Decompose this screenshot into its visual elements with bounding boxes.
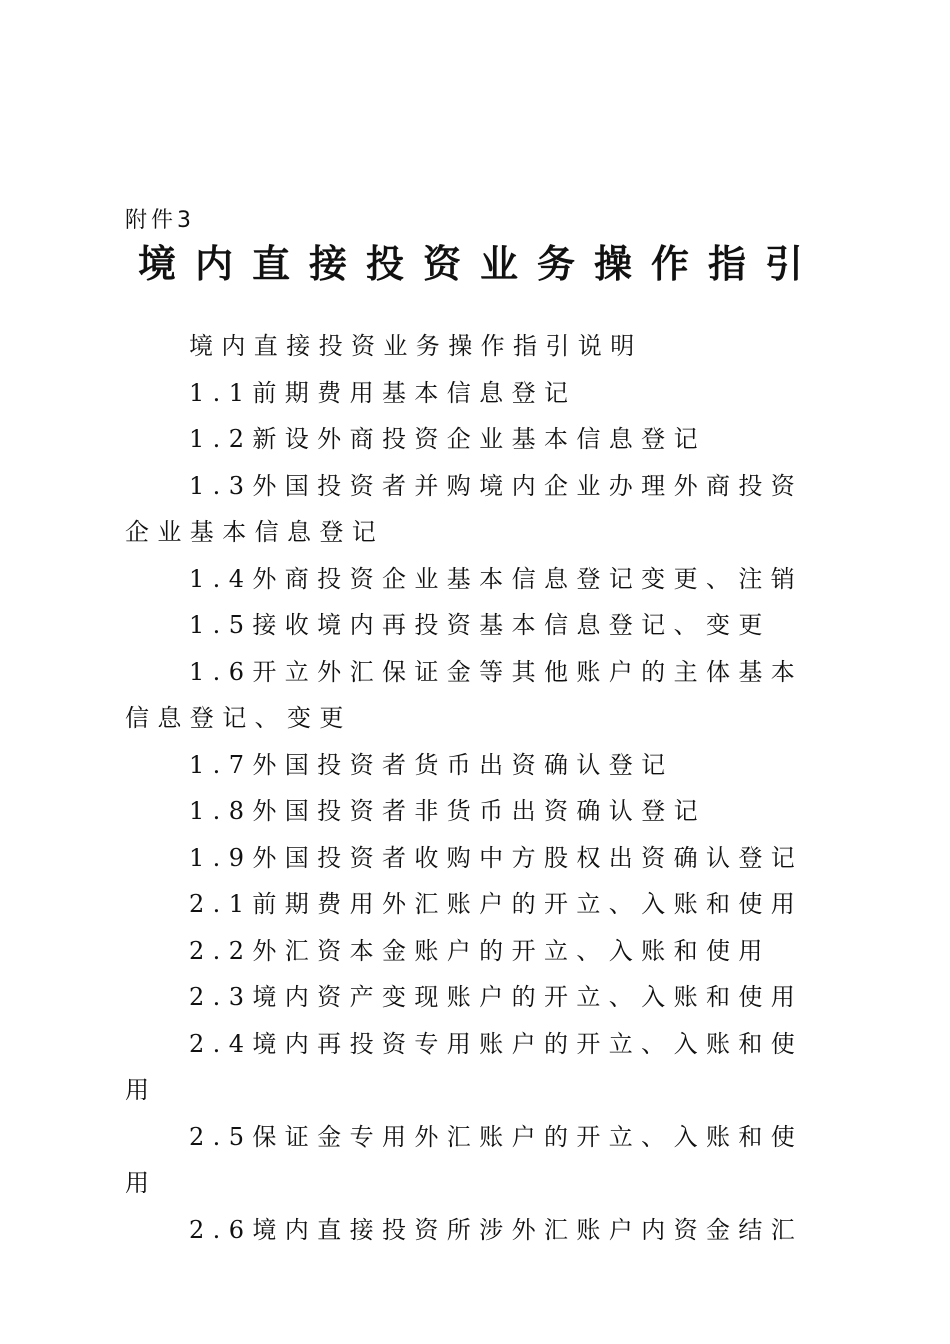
toc-item: 境内直接投资业务操作指引说明 — [189, 332, 643, 360]
attachment-label: 附件3 — [125, 208, 195, 233]
toc-item: 1.7外国投资者货币出资确认登记 — [189, 750, 674, 779]
toc-item: 1.5接收境内再投资基本信息登记、变更 — [189, 611, 771, 639]
toc-item: 2.3境内资产变现账户的开立、入账和使用 — [189, 983, 804, 1011]
toc-item: 2.1前期费用外汇账户的开立、入账和使用 — [189, 890, 804, 918]
toc-item: 2.6境内直接投资所涉外汇账户内资金结汇 — [189, 1215, 804, 1244]
toc-item: 1.6开立外汇保证金等其他账户的主体基本信息登记、变更 — [125, 657, 804, 732]
table-of-contents — [125, 323, 825, 1253]
toc-item: 1.4外商投资企业基本信息登记变更、注销 — [189, 564, 804, 593]
toc-item: 2.5保证金专用外汇账户的开立、入账和使用 — [125, 1122, 804, 1197]
document-title: 境内直接投资业务操作指引 — [137, 241, 822, 286]
toc-item: 1.2新设外商投资企业基本信息登记 — [189, 425, 706, 453]
toc-item: 1.9外国投资者收购中方股权出资确认登记 — [189, 843, 804, 872]
toc-item: 2.4境内再投资专用账户的开立、入账和使用 — [125, 1029, 804, 1104]
toc-item: 1.3外国投资者并购境内企业办理外商投资企业基本信息登记 — [125, 471, 804, 546]
toc-item: 1.8外国投资者非货币出资确认登记 — [189, 797, 706, 825]
toc-item: 2.2外汇资本金账户的开立、入账和使用 — [189, 936, 771, 965]
toc-item: 1.1前期费用基本信息登记 — [189, 378, 577, 407]
